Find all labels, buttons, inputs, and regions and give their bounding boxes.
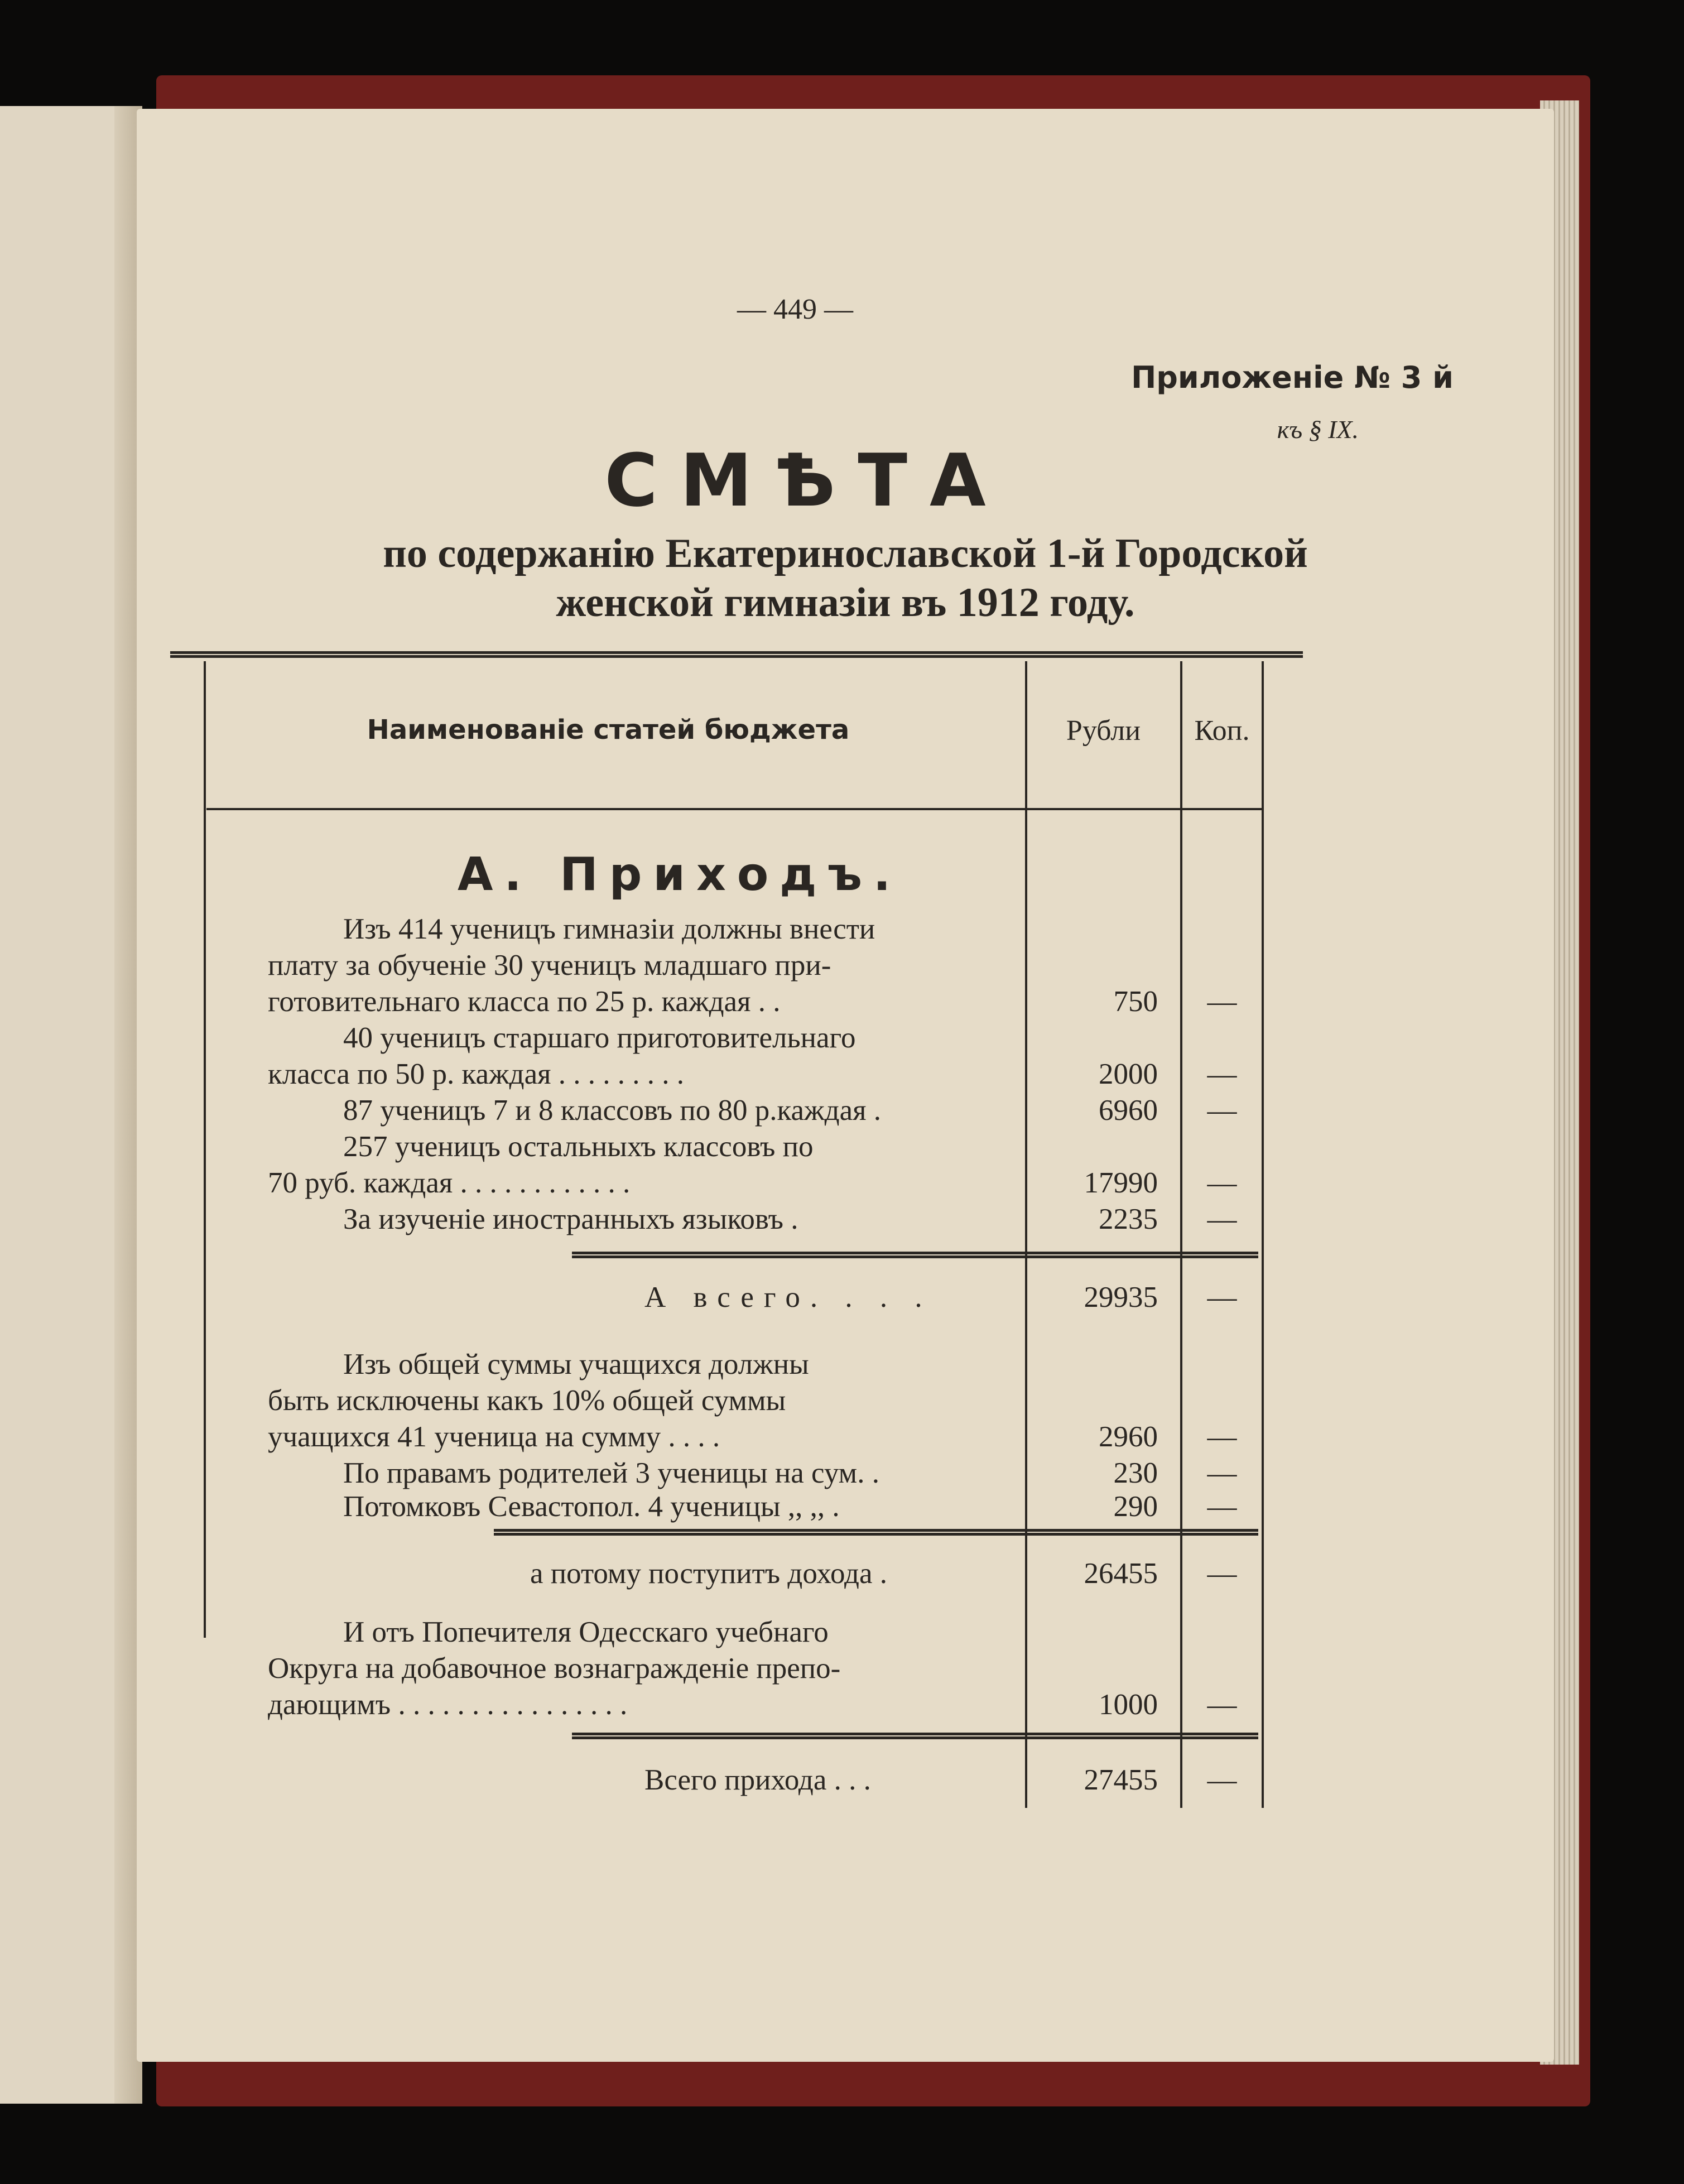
subtotal-2-kopecks: — bbox=[1207, 1557, 1237, 1590]
deduction-3-line-1: Потомковъ Севастопол. 4 ученицы ,, ,, . bbox=[343, 1490, 840, 1523]
header-kopecks: Коп. bbox=[1194, 715, 1250, 747]
deduction-1-line-2: быть исключены какъ 10% общей суммы bbox=[268, 1384, 786, 1417]
subtotal-1-rubles: 29935 bbox=[1084, 1281, 1158, 1314]
document-page bbox=[137, 109, 1554, 2062]
row-1-line-2: плату за обученiе 30 ученицъ младшаго при- bbox=[268, 949, 831, 982]
row-3-rubles: 6960 bbox=[1099, 1094, 1158, 1127]
deduction-3-kopecks: — bbox=[1207, 1490, 1237, 1523]
subtotal-2-rubles: 26455 bbox=[1084, 1557, 1158, 1590]
row-5-kopecks: — bbox=[1207, 1203, 1237, 1235]
deduction-2-rubles: 230 bbox=[1113, 1457, 1158, 1489]
page-number: — 449 — bbox=[737, 294, 853, 325]
extra-kopecks: — bbox=[1207, 1688, 1237, 1721]
row-3-line-1: 87 ученицъ 7 и 8 классовъ по 80 р.каждая . bbox=[343, 1094, 881, 1127]
row-2-line-2: класса по 50 р. каждая . . . . . . . . . bbox=[268, 1058, 685, 1090]
deduction-3-rubles: 290 bbox=[1113, 1490, 1158, 1523]
row-2-line-1: 40 ученицъ старшаго приготовительнаго bbox=[343, 1022, 856, 1054]
total-kopecks: — bbox=[1207, 1764, 1237, 1796]
deduction-1-kopecks: — bbox=[1207, 1421, 1237, 1453]
extra-line-3: дающимъ . . . . . . . . . . . . . . . . bbox=[268, 1688, 628, 1721]
row-2-kopecks: — bbox=[1207, 1058, 1237, 1090]
deduction-1-line-3: учащихся 41 ученица на сумму . . . . bbox=[268, 1421, 720, 1453]
row-1-line-3: готовительнаго класса по 25 р. каждая . . bbox=[268, 985, 781, 1018]
deduction-2-kopecks: — bbox=[1207, 1457, 1237, 1489]
extra-rubles: 1000 bbox=[1099, 1688, 1158, 1721]
subtitle-line-1: по содержанiю Екатеринославской 1-й Городской bbox=[383, 531, 1308, 576]
row-4-kopecks: — bbox=[1207, 1167, 1237, 1199]
table-left-rule bbox=[204, 661, 206, 1638]
total-rubles: 27455 bbox=[1084, 1764, 1158, 1796]
row-1-line-1: Изъ 414 ученицъ гимназiи должны внести bbox=[343, 913, 875, 945]
total-rule bbox=[572, 1733, 1258, 1739]
row-5-line-1: За изученiе иностранныхъ языковъ . bbox=[343, 1203, 798, 1235]
row-1-rubles: 750 bbox=[1113, 985, 1158, 1018]
document-title: СМѢТА bbox=[604, 438, 1008, 523]
header-rule bbox=[206, 808, 1262, 810]
subtitle-line-2: женской гимназiи въ 1912 году. bbox=[556, 580, 1135, 626]
subtotal-1-label: А всего. . . . bbox=[644, 1281, 932, 1314]
row-4-line-1: 257 ученицъ остальныхъ классовъ по bbox=[343, 1131, 814, 1163]
appendix-label: Приложенiе № 3 й bbox=[1131, 360, 1454, 395]
row-1-kopecks: — bbox=[1207, 985, 1237, 1018]
deduction-1-rubles: 2960 bbox=[1099, 1421, 1158, 1453]
row-5-rubles: 2235 bbox=[1099, 1203, 1158, 1235]
deduction-1-line-1: Изъ общей суммы учащихся должны bbox=[343, 1348, 809, 1380]
extra-line-1: И отъ Попечителя Одесскаго учебнаго bbox=[343, 1616, 829, 1648]
header-rubles: Рубли bbox=[1066, 715, 1141, 747]
row-4-line-2: 70 руб. каждая . . . . . . . . . . . . bbox=[268, 1167, 631, 1199]
deduction-2-line-1: По правамъ родителей 3 ученицы на сум. . bbox=[343, 1457, 879, 1489]
row-3-kopecks: — bbox=[1207, 1094, 1237, 1127]
row-2-rubles: 2000 bbox=[1099, 1058, 1158, 1090]
rubles-column-rule bbox=[1025, 661, 1027, 1808]
subtotal-2-label: а потому поступитъ дохода . bbox=[530, 1557, 887, 1590]
subtotal-1-kopecks: — bbox=[1207, 1281, 1237, 1314]
extra-line-2: Округа на добавочное вознагражденiе препо- bbox=[268, 1652, 841, 1685]
total-label: Всего прихода . . . bbox=[644, 1764, 871, 1796]
section-title: А. Приходъ. bbox=[458, 848, 902, 901]
subtotal-rule-1 bbox=[572, 1252, 1258, 1258]
appendix-reference: къ § IX. bbox=[1277, 415, 1359, 444]
header-item-name: Наименованiе статей бюджета bbox=[367, 714, 850, 745]
row-4-rubles: 17990 bbox=[1084, 1167, 1158, 1199]
subtotal-rule-2 bbox=[494, 1529, 1258, 1536]
title-rule bbox=[170, 651, 1303, 658]
